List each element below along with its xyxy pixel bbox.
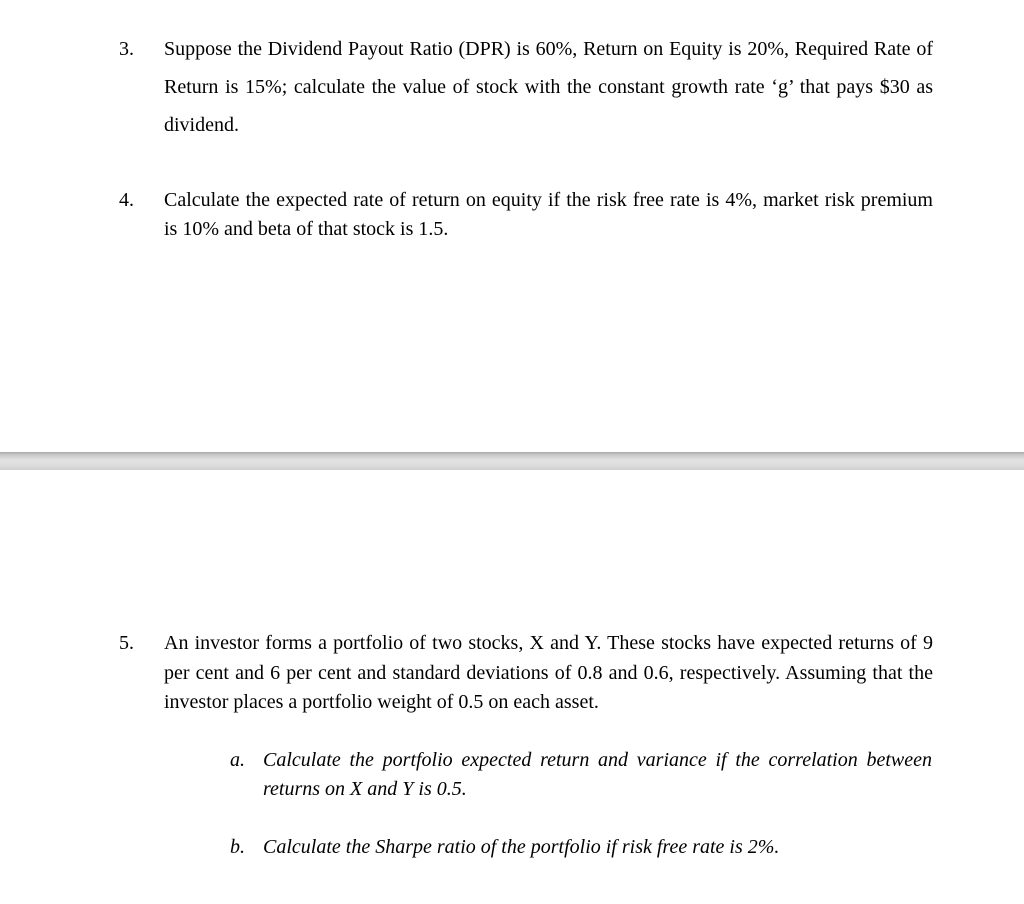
subquestion-text: Calculate the portfolio expected return and variance if the correlation between returns on X and Y is 0.5. xyxy=(263,749,932,800)
question-number: 4. xyxy=(119,189,134,211)
question-number: 3. xyxy=(119,38,134,60)
page-separator xyxy=(0,452,1024,470)
question-text: Suppose the Dividend Payout Ratio (DPR) is 60%, Return on Equity is 20%, Required Rate of Return is 15%; calculate the value of stock with the constant growth rate ‘g’ that pays $30 as dividend. xyxy=(164,38,933,136)
question-text: Calculate the expected rate of return on equity if the risk free rate is 4%, market risk premium is 10% and beta of that stock is 1.5. xyxy=(164,189,933,240)
question-number: 5. xyxy=(119,632,134,654)
subquestion-text: Calculate the Sharpe ratio of the portfolio if risk free rate is 2%. xyxy=(263,836,780,858)
question-text: An investor forms a portfolio of two stocks, X and Y. These stocks have expected returns of 9 per cent and 6 per cent and standard deviations of 0.8 and 0.6, respectively. Assuming that the investor places a portfolio weight of 0.5 on each asset. xyxy=(164,632,933,713)
subquestion-letter: b. xyxy=(230,836,245,858)
subquestion-letter: a. xyxy=(230,749,245,771)
